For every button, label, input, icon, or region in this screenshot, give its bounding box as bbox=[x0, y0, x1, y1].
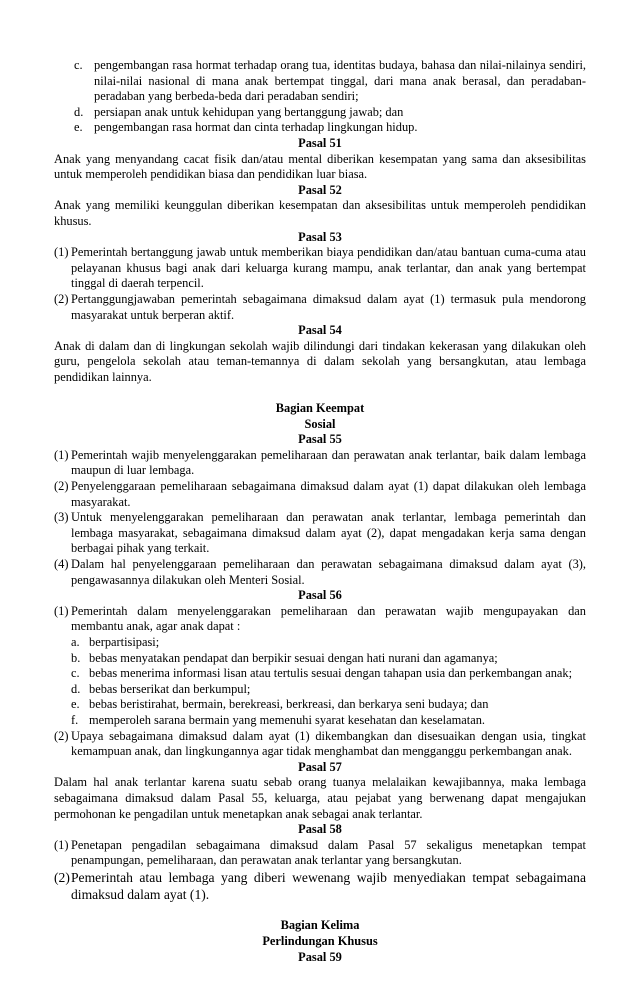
spacer bbox=[54, 385, 586, 401]
list-item: c. pengembangan rasa hormat terhadap orang tua, identitas budaya, bahasa dan nilai-nilainya sendiri, nilai-nilai nasional di mana anak bertempat tinggal, dari mana anak berasal, dan peradaban-peradaban yang berbeda-beda dari peradaban sendiri; bbox=[74, 58, 586, 104]
pasal-54-heading: Pasal 54 bbox=[298, 323, 342, 338]
pasal-58-heading: Pasal 58 bbox=[298, 822, 342, 837]
bagian-kelima-subtitle: Perlindungan Khusus bbox=[262, 934, 378, 949]
list-item: a. berpartisipasi; bbox=[71, 634, 160, 649]
ayat-item: (4) Dalam hal penyelenggaraan pemeliharaan dan perawatan sebagaimana dimaksud dalam ayat (3), pengawasannya dilakukan oleh Menteri Sosial. bbox=[54, 557, 586, 587]
pasal-51-heading: Pasal 51 bbox=[298, 135, 342, 150]
ayat-item: (1) Penetapan pengadilan sebagaimana dimaksud dalam Pasal 57 sekaligus menetapkan tempat penampungan, pemeliharaan, dan perawatan anak terlantar yang bersangkutan. bbox=[54, 837, 586, 868]
ayat-item: (1) Pemerintah dalam menyelenggarakan pemeliharaan dan perawatan wajib mengupayakan dan membantu anak, agar anak dapat : bbox=[54, 603, 586, 634]
pasal-53-heading: Pasal 53 bbox=[298, 229, 342, 244]
list-item: b. bebas menyatakan pendapat dan berpikir sesuai dengan hati nurani dan agamanya; bbox=[71, 650, 498, 665]
pasal-55-heading: Pasal 55 bbox=[298, 432, 342, 447]
list-item: c. bebas menerima informasi lisan atau tertulis sesuai dengan tahapan usia dan perkembangan anak; bbox=[71, 666, 573, 681]
pasal-51-text: Anak yang menyandang cacat fisik dan/atau mental diberikan kesempatan yang sama dan aksesibilitas untuk memperoleh pendidikan biasa dan pendidikan luar biasa. bbox=[54, 151, 586, 182]
ayat-item: (1) Pemerintah wajib menyelenggarakan pemeliharaan dan perawatan anak terlantar, baik dalam lembaga maupun di luar lembaga. bbox=[54, 447, 586, 478]
pasal-54-text: Anak di dalam dan di lingkungan sekolah wajib dilindungi dari tindakan kekerasan yang dilakukan oleh guru, pengelola sekolah atau teman-temannya di dalam sekolah yang bersangkutan, atau lembaga pendidikan lainnya. bbox=[54, 338, 586, 384]
ayat-item: (2) Pemerintah atau lembaga yang diberi wewenang wajib menyediakan tempat sebagaimana dimaksud dalam ayat (1). bbox=[54, 869, 586, 902]
list-item: f. memperoleh sarana bermain yang memenuhi syarat kesehatan dan keselamatan. bbox=[71, 712, 485, 727]
ayat-item: (1) Pemerintah bertanggung jawab untuk memberikan biaya pendidikan dan/atau bantuan cuma-cuma atau pelayanan khusus bagi anak dari keluarga kurang mampu, anak terlantar, dan anak yang bertempat tinggal di daerah terpencil. bbox=[54, 245, 586, 291]
pasal-56-heading: Pasal 56 bbox=[298, 588, 342, 603]
list-item: e. bebas beristirahat, bermain, berekreasi, berkreasi, dan berkarya seni budaya; dan bbox=[71, 697, 489, 712]
list-item: d. persiapan anak untuk kehidupan yang bertanggung jawab; dan bbox=[74, 104, 404, 119]
list-item: d. bebas berserikat dan berkumpul; bbox=[71, 681, 251, 696]
pasal-52-text: Anak yang memiliki keunggulan diberikan kesempatan dan aksesibilitas untuk memperoleh pendidikan khusus. bbox=[54, 198, 586, 228]
ayat-item: (2) Upaya sebagaimana dimaksud dalam ayat (1) dikembangkan dan disesuaikan dengan usia, tingkat kemampuan anak, dan lingkungannya agar tidak menghambat dan mengganggu perkembangan anak. bbox=[54, 728, 586, 759]
spacer bbox=[54, 903, 586, 919]
ayat-item: (2) Pertanggungjawaban pemerintah sebagaimana dimaksud dalam ayat (1) termasuk pula mendorong masyarakat untuk berperan aktif. bbox=[54, 291, 586, 322]
pasal-57-heading: Pasal 57 bbox=[298, 759, 342, 774]
bagian-kelima-heading: Bagian Kelima bbox=[280, 918, 360, 933]
pasal-57-text: Dalam hal anak terlantar karena suatu sebab orang tuanya melalaikan kewajibannya, maka lembaga sebagaimana dimaksud dalam Pasal 55, keluarga, atau pejabat yang berwenang dapat mengajukan permohonan ke pengadilan untuk menetapkan anak sebagai anak terlantar. bbox=[54, 775, 586, 821]
ayat-item: (3) Untuk menyelenggarakan pemeliharaan dan perawatan anak terlantar, lembaga pemerintah dan lembaga masyarakat, sebagaimana dimaksud dalam ayat (2), dapat mengadakan kerja sama dengan berbagai pihak yang terkait. bbox=[54, 510, 586, 556]
bagian-keempat-subtitle: Sosial bbox=[304, 416, 336, 431]
list-item: e. pengembangan rasa hormat dan cinta terhadap lingkungan hidup. bbox=[74, 120, 418, 135]
ayat-item: (2) Penyelenggaraan pemeliharaan sebagaimana dimaksud dalam ayat (1) dapat dilakukan oleh lembaga masyarakat. bbox=[54, 479, 586, 509]
bagian-keempat-heading: Bagian Keempat bbox=[275, 401, 365, 416]
lead-list bbox=[54, 58, 586, 136]
pasal-59-heading: Pasal 59 bbox=[298, 949, 342, 964]
pasal-52-heading: Pasal 52 bbox=[298, 182, 342, 197]
